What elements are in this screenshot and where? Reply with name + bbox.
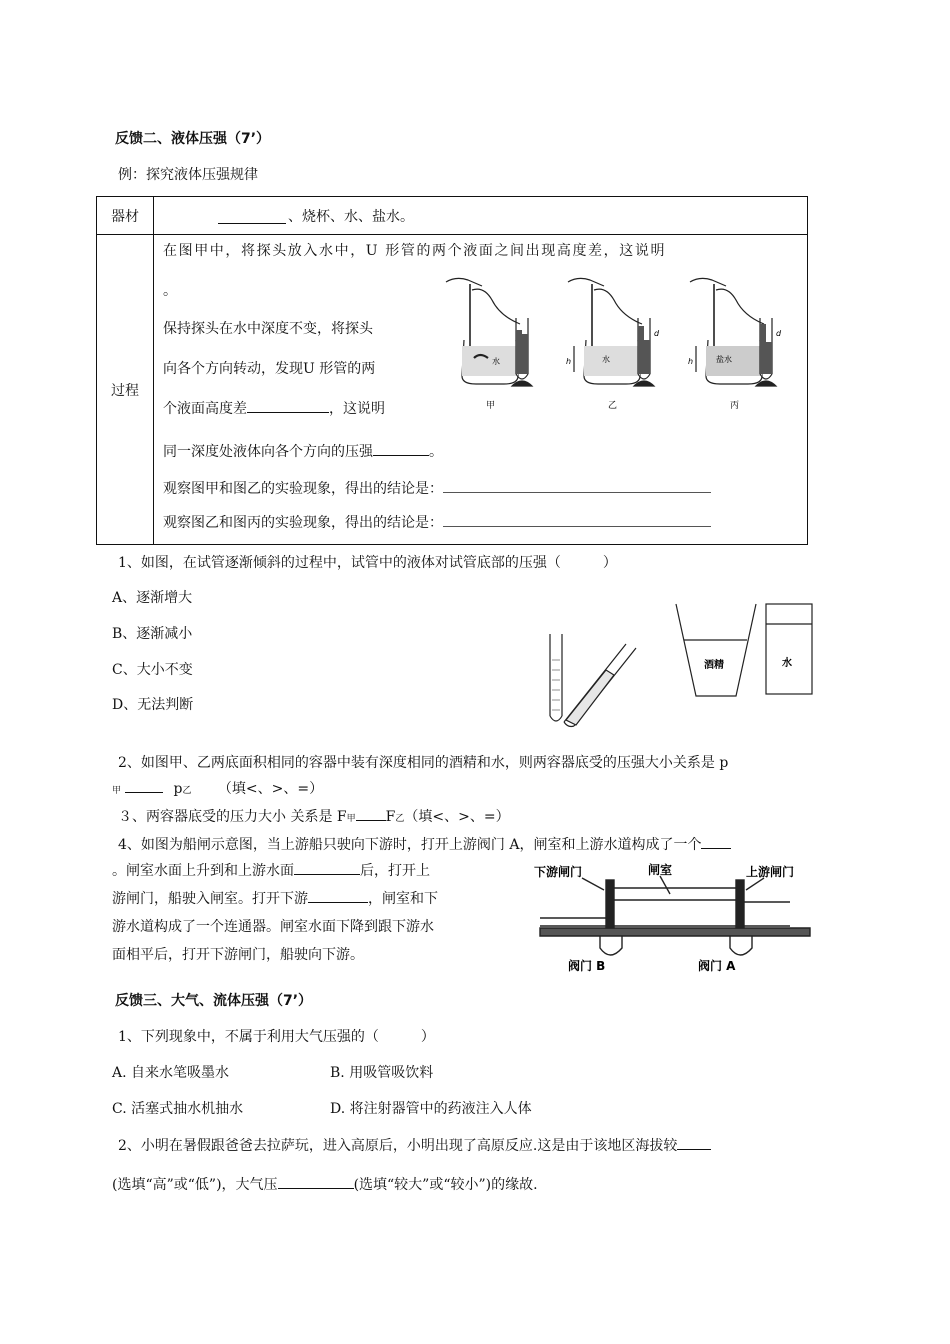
s3-q1-option-b[interactable]: B. 用吸管吸饮料 [330, 1065, 434, 1081]
s3-q1-stem: 1、下列现象中，不属于利用大气压强的（ ） [118, 1029, 435, 1045]
s3-q2-line2 [112, 1174, 538, 1194]
process-line-5b: ，这说明 [329, 401, 385, 417]
q3-sub-jia: 甲 [346, 814, 356, 824]
q4-line3a: 游闸门，船驶入闸室。打开下游 [112, 891, 308, 907]
conclusion-1-label: 观察图甲和图乙的实验现象，得出的结论是： [163, 481, 443, 497]
q4-line2 [112, 860, 430, 880]
q3-sub-yi: 乙 [395, 814, 405, 824]
q1-option-b[interactable]: B、逐渐减小 [112, 626, 193, 642]
lock-label-down-gate: 下游闸门 [534, 865, 583, 879]
liquid-label-bing: 盐水 [716, 355, 732, 364]
s3-q2-line1 [118, 1135, 711, 1155]
u-tube-jia [446, 278, 532, 386]
q4-blank-3[interactable] [308, 888, 368, 903]
u-tube-bing [690, 278, 776, 386]
lock-label-valve-b: 阀门 B [568, 959, 606, 973]
conclusion-1-blank[interactable] [443, 478, 711, 493]
q4-line4: 游水道构成了一个连通器。闸室水面下降到跟下游水 [112, 919, 434, 935]
q2-sub-jia: 甲 [112, 786, 122, 796]
process-line-3: 保持探头在水中深度不变，将探头 [163, 321, 373, 337]
section3-heading: 反馈三、大气、流体压强（7’） [115, 993, 313, 1009]
container-alcohol-label: 酒精 [704, 660, 724, 671]
q2-line2 [112, 778, 323, 798]
conclusion-2-blank[interactable] [443, 512, 711, 527]
q1-option-c[interactable]: C、大小不变 [112, 662, 193, 678]
height-diff-blank[interactable] [247, 398, 329, 413]
q3-tail: （填<、>、=） [404, 809, 510, 825]
q4-line1 [118, 834, 731, 854]
process-line-4: 向各个方向转动，发现U 形管的两 [163, 361, 376, 377]
conclusion-2-label: 观察图乙和图丙的实验现象，得出的结论是： [163, 515, 443, 531]
depth-label-bing: h [688, 357, 694, 366]
process-line-5 [163, 398, 385, 418]
process-line-5a: 个液面高度差 [163, 401, 247, 417]
fig-caption-bing: 丙 [730, 401, 740, 411]
diff-label-bing: d [776, 329, 782, 338]
q3-prefix: ３、两容器底受的压力大小 关系是 F [118, 809, 347, 825]
depth-label-yi: h [566, 357, 572, 366]
process-line-2: 。 [163, 283, 177, 299]
lock-label-chamber: 闸室 [648, 863, 673, 877]
q2-tail: （填<、>、=） [217, 781, 324, 797]
process-line-6b: 。 [429, 444, 443, 460]
u-tube-yi [568, 278, 654, 386]
s3-q2-line2a: (选填“高”或“低”)，大气压 [112, 1177, 278, 1193]
s3-q2-blank-2[interactable] [278, 1174, 354, 1189]
q4-line1-text: 4、如图为船闸示意图，当上游船只驶向下游时，打开上游阀门 A，闸室和上游水道构成了一个 [118, 837, 702, 853]
lock-label-up-gate: 上游闸门 [746, 865, 795, 879]
q4-line2a: 。闸室水面上升到和上游水面 [112, 863, 294, 879]
s3-q1-option-c[interactable]: C. 活塞式抽水机抽水 [112, 1101, 244, 1117]
q1-option-d[interactable]: D、无法判断 [112, 697, 194, 713]
q2-sub-yi: 乙 [182, 786, 192, 796]
process-line-6 [163, 441, 443, 461]
process-line-6a: 同一深度处液体向各个方向的压强 [163, 444, 373, 460]
u-tube-figure [436, 270, 801, 415]
q4-line3b: ，闸室和下 [368, 891, 438, 907]
q4-blank-2[interactable] [294, 860, 360, 875]
diff-label-yi: d [654, 329, 660, 338]
q4-blank-1[interactable] [701, 834, 731, 849]
q3-blank[interactable] [356, 806, 386, 821]
pressure-blank[interactable] [373, 441, 429, 456]
container-water-label: 水 [782, 658, 792, 669]
q3-line [118, 806, 510, 826]
process-line-8 [163, 512, 711, 532]
s3-q2-blank-1[interactable] [677, 1135, 711, 1150]
materials-label: 器材 [97, 197, 154, 235]
q2-p-yi: p [173, 781, 183, 797]
process-line-1: 在图甲中，将探头放入水中，U 形管的两个液面之间出现高度差，这说明 [163, 243, 667, 259]
q4-line3 [112, 888, 438, 908]
test-tube-figure [544, 630, 644, 730]
materials-blank[interactable] [218, 209, 286, 224]
materials-cell [154, 197, 808, 235]
q2-line1: 2、如图甲、乙两底面积相同的容器中装有深度相同的酒精和水，则两容器底受的压强大小关系是 p [118, 755, 729, 771]
process-line-7 [163, 478, 711, 498]
materials-text: 、烧杯、水、盐水。 [288, 208, 414, 225]
q2-blank[interactable] [125, 778, 163, 793]
example-title: 例：探究液体压强规律 [118, 167, 258, 183]
liquid-label-jia: 水 [492, 357, 500, 366]
containers-figure [674, 602, 820, 698]
s3-q2-line1-text: 2、小明在暑假跟爸爸去拉萨玩，进入高原后，小明出现了高原反应.这是由于该地区海拔较 [118, 1138, 678, 1154]
s3-q1-option-a[interactable]: A. 自来水笔吸墨水 [112, 1065, 230, 1081]
liquid-label-yi: 水 [602, 355, 610, 364]
ship-lock-figure [530, 862, 818, 976]
q3-mid: F [385, 809, 396, 825]
lock-label-valve-a: 阀门 A [698, 959, 736, 973]
q4-line5: 面相平后，打开下游闸门，船驶向下游。 [112, 947, 364, 963]
q1-stem: 1、如图，在试管逐渐倾斜的过程中，试管中的液体对试管底部的压强（ ） [118, 555, 617, 571]
fig-caption-yi: 乙 [608, 401, 618, 411]
q1-option-a[interactable]: A、逐渐增大 [112, 590, 193, 606]
q4-line2b: 后，打开上 [360, 863, 430, 879]
s3-q2-line2b: (选填“较大”或“较小”)的缘故. [353, 1177, 538, 1193]
process-label: 过程 [97, 235, 154, 545]
section2-heading: 反馈二、液体压强（7’） [115, 131, 271, 147]
fig-caption-jia: 甲 [486, 401, 496, 411]
s3-q1-option-d[interactable]: D. 将注射器管中的药液注入人体 [330, 1101, 532, 1117]
